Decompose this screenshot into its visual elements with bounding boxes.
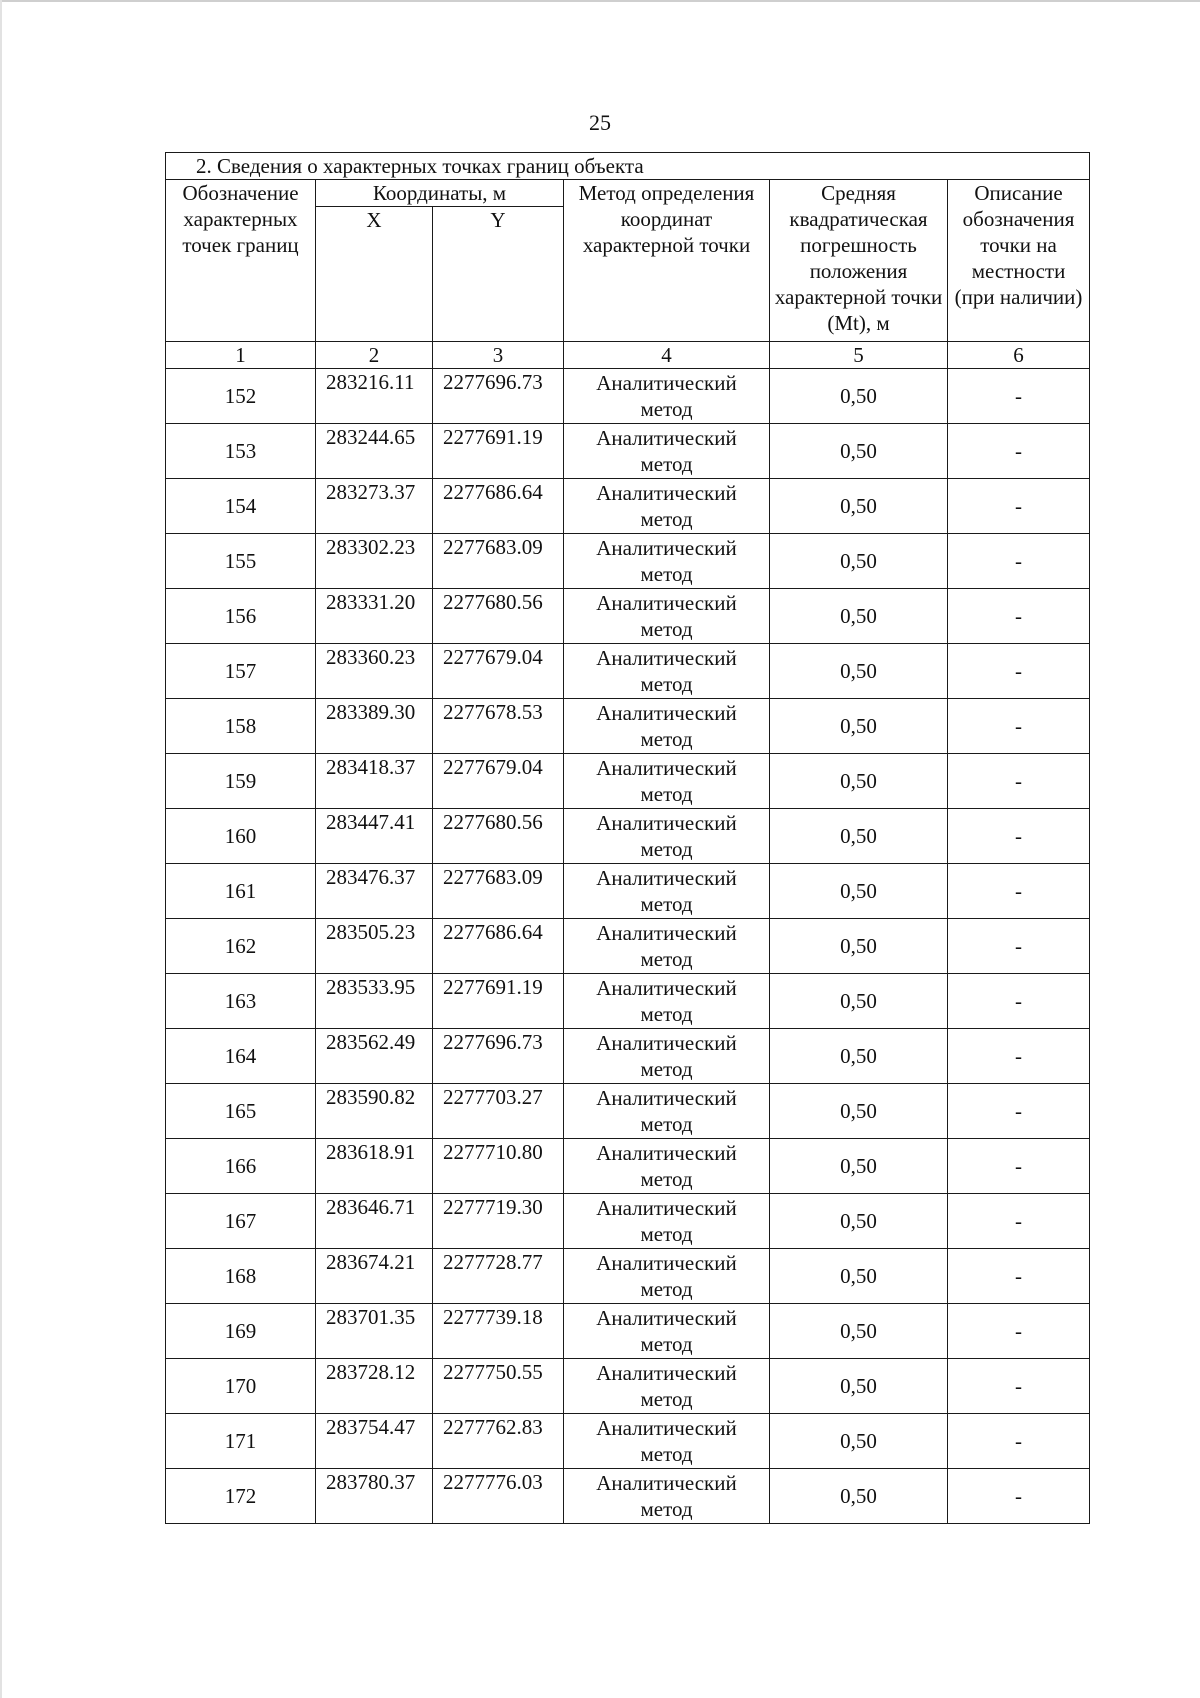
- method-cell: Аналитический метод: [564, 1139, 770, 1194]
- coord-y-cell: 2277686.64: [433, 919, 564, 974]
- method-cell: Аналитический метод: [564, 809, 770, 864]
- coord-y-cell: 2277703.27: [433, 1084, 564, 1139]
- mean-error-cell: 0,50: [770, 369, 948, 424]
- method-cell: Аналитический метод: [564, 1359, 770, 1414]
- point-number-cell: 155: [166, 534, 316, 589]
- mean-error-cell: 0,50: [770, 534, 948, 589]
- coord-x-cell: 283447.41: [316, 809, 433, 864]
- coord-y-cell: 2277680.56: [433, 589, 564, 644]
- coord-x-cell: 283728.12: [316, 1359, 433, 1414]
- method-cell: Аналитический метод: [564, 754, 770, 809]
- point-number-cell: 156: [166, 589, 316, 644]
- description-cell: -: [948, 1414, 1090, 1469]
- column-number: 1: [166, 342, 316, 369]
- description-cell: -: [948, 589, 1090, 644]
- coord-y-cell: 2277696.73: [433, 369, 564, 424]
- table-row: [166, 534, 1090, 589]
- mean-error-cell: 0,50: [770, 1084, 948, 1139]
- description-cell: -: [948, 699, 1090, 754]
- description-cell: -: [948, 479, 1090, 534]
- point-number-cell: 154: [166, 479, 316, 534]
- coord-x-cell: 283302.23: [316, 534, 433, 589]
- method-cell: Аналитический метод: [564, 974, 770, 1029]
- coord-y-cell: 2277710.80: [433, 1139, 564, 1194]
- point-number-cell: 167: [166, 1194, 316, 1249]
- table-row: [166, 369, 1090, 424]
- mean-error-cell: 0,50: [770, 809, 948, 864]
- method-cell: Аналитический метод: [564, 534, 770, 589]
- point-number-cell: 165: [166, 1084, 316, 1139]
- description-cell: -: [948, 864, 1090, 919]
- method-cell: Аналитический метод: [564, 479, 770, 534]
- description-cell: -: [948, 1469, 1090, 1524]
- point-number-cell: 171: [166, 1414, 316, 1469]
- coord-x-cell: 283216.11: [316, 369, 433, 424]
- table-row: [166, 919, 1090, 974]
- header-point: Обозначение характерных точек границ: [166, 180, 316, 342]
- point-number-cell: 170: [166, 1359, 316, 1414]
- description-cell: -: [948, 809, 1090, 864]
- page-number: 25: [589, 110, 611, 135]
- mean-error-cell: 0,50: [770, 699, 948, 754]
- method-cell: Аналитический метод: [564, 699, 770, 754]
- description-cell: -: [948, 1139, 1090, 1194]
- description-cell: -: [948, 369, 1090, 424]
- description-cell: -: [948, 1029, 1090, 1084]
- coord-y-cell: 2277679.04: [433, 644, 564, 699]
- description-cell: -: [948, 644, 1090, 699]
- method-cell: Аналитический метод: [564, 919, 770, 974]
- description-cell: -: [948, 424, 1090, 479]
- column-number: 3: [433, 342, 564, 369]
- coord-x-cell: 283273.37: [316, 479, 433, 534]
- coord-x-cell: 283418.37: [316, 754, 433, 809]
- table-row: [166, 699, 1090, 754]
- coord-y-cell: 2277762.83: [433, 1414, 564, 1469]
- mean-error-cell: 0,50: [770, 424, 948, 479]
- coord-y-cell: 2277678.53: [433, 699, 564, 754]
- table-row: [166, 1414, 1090, 1469]
- table-row: [166, 1194, 1090, 1249]
- column-number: 4: [564, 342, 770, 369]
- coord-x-cell: 283360.23: [316, 644, 433, 699]
- scan-edge-top: [0, 0, 1200, 2]
- table-row: [166, 479, 1090, 534]
- table-row: [166, 1249, 1090, 1304]
- mean-error-cell: 0,50: [770, 1029, 948, 1084]
- coord-y-cell: 2277686.64: [433, 479, 564, 534]
- point-number-cell: 168: [166, 1249, 316, 1304]
- point-number-cell: 172: [166, 1469, 316, 1524]
- mean-error-cell: 0,50: [770, 1469, 948, 1524]
- method-cell: Аналитический метод: [564, 1414, 770, 1469]
- header-error: Средняя квадратическая погрешность положения характерной точки (Mt), м: [770, 180, 948, 342]
- coord-y-cell: 2277750.55: [433, 1359, 564, 1414]
- mean-error-cell: 0,50: [770, 1139, 948, 1194]
- description-cell: -: [948, 534, 1090, 589]
- coord-y-cell: 2277719.30: [433, 1194, 564, 1249]
- coord-x-cell: 283590.82: [316, 1084, 433, 1139]
- mean-error-cell: 0,50: [770, 864, 948, 919]
- method-cell: Аналитический метод: [564, 369, 770, 424]
- table-row: [166, 424, 1090, 479]
- coord-y-cell: 2277683.09: [433, 534, 564, 589]
- description-cell: -: [948, 1249, 1090, 1304]
- description-cell: -: [948, 1084, 1090, 1139]
- mean-error-cell: 0,50: [770, 1194, 948, 1249]
- point-number-cell: 159: [166, 754, 316, 809]
- method-cell: Аналитический метод: [564, 589, 770, 644]
- coord-y-cell: 2277739.18: [433, 1304, 564, 1359]
- method-cell: Аналитический метод: [564, 1469, 770, 1524]
- method-cell: Аналитический метод: [564, 1029, 770, 1084]
- coord-x-cell: 283505.23: [316, 919, 433, 974]
- coord-x-cell: 283389.30: [316, 699, 433, 754]
- coord-y-cell: 2277728.77: [433, 1249, 564, 1304]
- method-cell: Аналитический метод: [564, 1249, 770, 1304]
- table-row: [166, 1359, 1090, 1414]
- point-number-cell: 153: [166, 424, 316, 479]
- table-row: [166, 1084, 1090, 1139]
- point-number-cell: 152: [166, 369, 316, 424]
- column-number-row: [166, 342, 1090, 369]
- table-row: [166, 809, 1090, 864]
- column-number: 6: [948, 342, 1090, 369]
- coord-x-cell: 283780.37: [316, 1469, 433, 1524]
- coord-y-cell: 2277691.19: [433, 974, 564, 1029]
- coord-y-cell: 2277776.03: [433, 1469, 564, 1524]
- method-cell: Аналитический метод: [564, 1084, 770, 1139]
- point-number-cell: 169: [166, 1304, 316, 1359]
- coord-x-cell: 283476.37: [316, 864, 433, 919]
- coord-x-cell: 283331.20: [316, 589, 433, 644]
- coord-y-cell: 2277683.09: [433, 864, 564, 919]
- mean-error-cell: 0,50: [770, 1304, 948, 1359]
- coord-x-cell: 283701.35: [316, 1304, 433, 1359]
- point-number-cell: 166: [166, 1139, 316, 1194]
- method-cell: Аналитический метод: [564, 864, 770, 919]
- header-y: Y: [433, 207, 564, 342]
- description-cell: -: [948, 1359, 1090, 1414]
- description-cell: -: [948, 1304, 1090, 1359]
- coord-x-cell: 283533.95: [316, 974, 433, 1029]
- table-row: [166, 1304, 1090, 1359]
- description-cell: -: [948, 1194, 1090, 1249]
- table-caption-row: [166, 153, 1090, 180]
- coord-x-cell: 283618.91: [316, 1139, 433, 1194]
- header-row: [166, 180, 1090, 207]
- point-number-cell: 157: [166, 644, 316, 699]
- table-row: [166, 864, 1090, 919]
- coord-y-cell: 2277679.04: [433, 754, 564, 809]
- mean-error-cell: 0,50: [770, 479, 948, 534]
- description-cell: -: [948, 974, 1090, 1029]
- coord-y-cell: 2277696.73: [433, 1029, 564, 1084]
- point-number-cell: 163: [166, 974, 316, 1029]
- point-number-cell: 162: [166, 919, 316, 974]
- method-cell: Аналитический метод: [564, 424, 770, 479]
- table-row: [166, 1139, 1090, 1194]
- point-number-cell: 164: [166, 1029, 316, 1084]
- coord-y-cell: 2277680.56: [433, 809, 564, 864]
- header-x: X: [316, 207, 433, 342]
- point-number-cell: 161: [166, 864, 316, 919]
- table-row: [166, 754, 1090, 809]
- column-number: 2: [316, 342, 433, 369]
- mean-error-cell: 0,50: [770, 754, 948, 809]
- mean-error-cell: 0,50: [770, 589, 948, 644]
- coord-x-cell: 283244.65: [316, 424, 433, 479]
- coord-x-cell: 283562.49: [316, 1029, 433, 1084]
- boundary-points-table: [165, 152, 1090, 1524]
- mean-error-cell: 0,50: [770, 1414, 948, 1469]
- point-number-cell: 158: [166, 699, 316, 754]
- method-cell: Аналитический метод: [564, 644, 770, 699]
- mean-error-cell: 0,50: [770, 1359, 948, 1414]
- mean-error-cell: 0,50: [770, 1249, 948, 1304]
- table-row: [166, 589, 1090, 644]
- method-cell: Аналитический метод: [564, 1304, 770, 1359]
- table-row: [166, 1469, 1090, 1524]
- scan-edge-left: [0, 0, 2, 1698]
- point-number-cell: 160: [166, 809, 316, 864]
- coord-x-cell: 283754.47: [316, 1414, 433, 1469]
- description-cell: -: [948, 754, 1090, 809]
- header-coordinates: Координаты, м: [316, 180, 564, 207]
- mean-error-cell: 0,50: [770, 974, 948, 1029]
- coord-x-cell: 283646.71: [316, 1194, 433, 1249]
- column-number: 5: [770, 342, 948, 369]
- mean-error-cell: 0,50: [770, 644, 948, 699]
- table-row: [166, 974, 1090, 1029]
- mean-error-cell: 0,50: [770, 919, 948, 974]
- method-cell: Аналитический метод: [564, 1194, 770, 1249]
- coord-x-cell: 283674.21: [316, 1249, 433, 1304]
- section-title: 2. Сведения о характерных точках границ объекта: [166, 153, 1090, 180]
- table-row: [166, 644, 1090, 699]
- table-row: [166, 1029, 1090, 1084]
- header-method: Метод определения координат характерной точки: [564, 180, 770, 342]
- description-cell: -: [948, 919, 1090, 974]
- header-description: Описание обозначения точки на местности (при наличии): [948, 180, 1090, 342]
- coord-y-cell: 2277691.19: [433, 424, 564, 479]
